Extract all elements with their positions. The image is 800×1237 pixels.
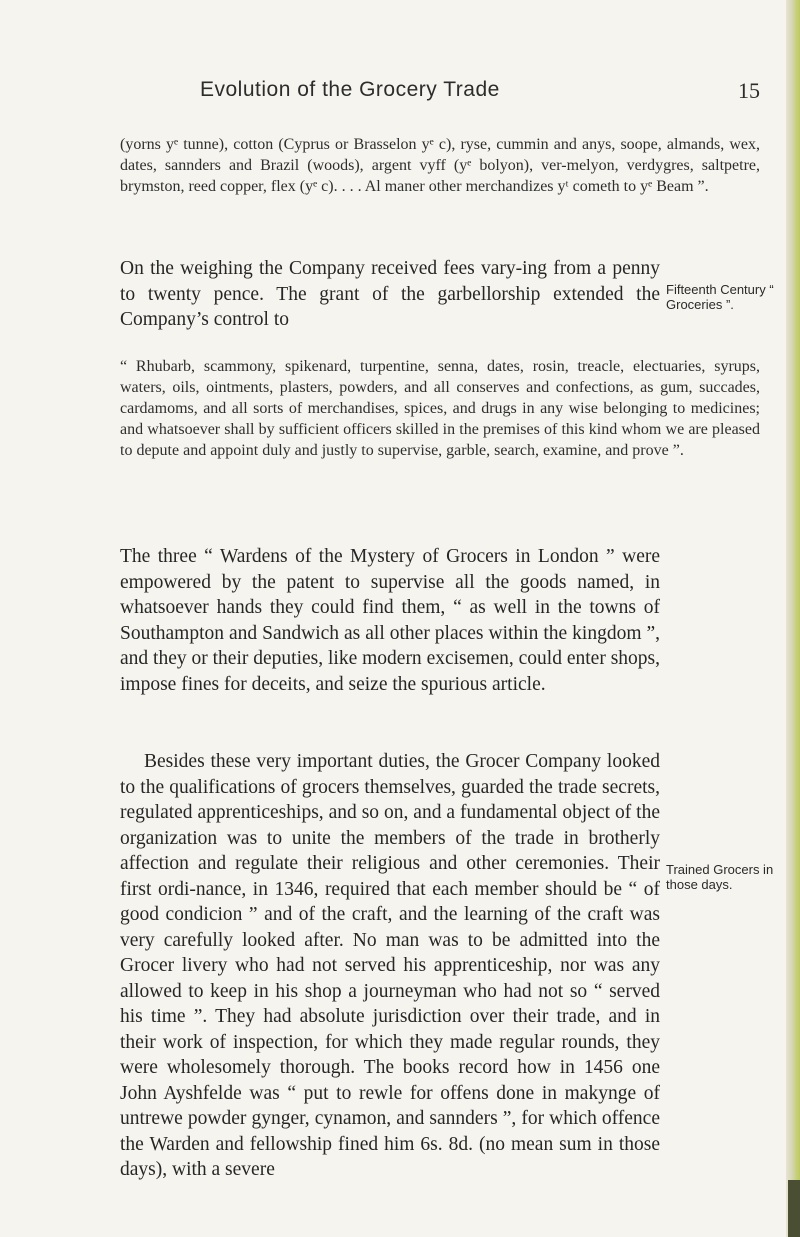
duties-paragraph [120, 749, 660, 1183]
sidenote-trained-grocers: Trained Grocers in those days. [666, 862, 774, 892]
opening-fragment-paragraph: (yorns yᵉ tunne), cotton (Cyprus or Brasselon yᵉ c), ryse, cummin and anys, soope, almands, wex, dates, sannders and Brazil (woods), argent vyff (yᵉ bolyon), ver-melyon, verdygres, saltpetre, brymston, reed copper, flex (yᵉ c). . . . Al maner other merchandizes yᵗ cometh to yᵉ Beam ”. [120, 136, 760, 195]
weighing-fees-paragraph [120, 256, 660, 333]
running-title: Evolution of the Grocery Trade [200, 78, 500, 101]
page-number: 15 [738, 78, 760, 103]
page-header [120, 78, 760, 108]
sidenote-fifteenth-century: Fifteenth Century “ Groceries ”. [666, 282, 774, 312]
duties-text: Besides these very important duties, the Grocer Company looked to the qualifications of grocers themselves, guarded the trade secrets, regulated apprenticeships, and so on, and a fundamental object of the organization was to unite the members of the trade in brotherly affection and regulate their religious and other ceremonies. Their first ordi-nance, in 1346, required that each member should be “ of good condicion ” and of the craft, and the learning of the craft was very carefully looked after. No man was to be admitted into the Grocer livery who had not served his apprenticeship, nor was any allowed to keep in his shop a journeyman who had not so “ served his time ”. They had absolute jurisdiction over their trade, and in their work of inspection, for which they made regular rounds, they were wholesomely thorough. The books record how in 1456 one John Ayshfelde was “ put to rewle for offens done in makynge of untrewe powder gynger, cynamon, and sannders ”, for which offence the Warden and fellowship fined him 6s. 8d. (no mean sum in those days), with a severe [120, 751, 660, 1180]
wardens-text: The three “ Wardens of the Mystery of Grocers in London ” were empowered by the patent to supervise all the goods named, in whatsoever hands they could find them, “ as well in the towns of Southampton and Sandwich as all other places within the kingdom ”, and they or their deputies, like modern excisemen, could enter shops, impose fines for deceits, and seize the spurious article. [120, 546, 660, 695]
garbellorship-quotation: “ Rhubarb, scammony, spikenard, turpentine, senna, dates, rosin, treacle, electuaries, syrups, waters, oils, ointments, plasters, powders, and all conserves and confections, as gum, succades, cardamoms, and all sorts of merchandises, spices, and drugs in any wise belonging to medicines; and whatsoever shall by sufficient officers skilled in the premises of this kind whom we are pleased to depute and appoint duly and justly to supervise, garble, search, examine, and prove ”. [120, 358, 760, 459]
page-edge-corner [788, 1180, 800, 1237]
wardens-paragraph [120, 544, 660, 697]
page-edge-strip [786, 0, 800, 1237]
weighing-fees-text: On the weighing the Company received fees vary-ing from a penny to twenty pence. The grant of the garbellorship extended the Company’s control to [120, 258, 660, 330]
